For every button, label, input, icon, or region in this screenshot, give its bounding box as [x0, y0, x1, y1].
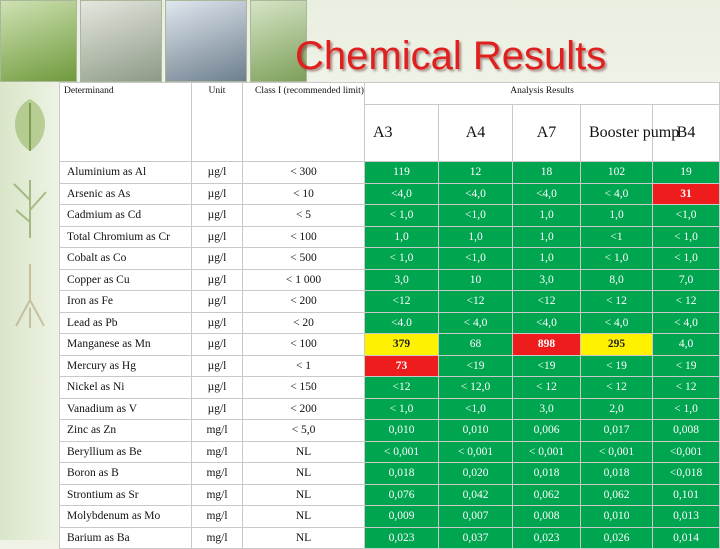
determinand-name: Barium as Ba: [60, 527, 192, 549]
result-cell: <12: [365, 377, 439, 399]
limit-cell: < 150: [243, 377, 365, 399]
table-row: [60, 527, 720, 549]
unit-cell: mg/l: [192, 527, 243, 549]
result-cell: < 0,001: [513, 441, 581, 463]
result-cell: 0,010: [581, 506, 653, 528]
limit-cell: NL: [243, 484, 365, 506]
result-cell: < 0,001: [365, 441, 439, 463]
result-cell: < 4,0: [653, 312, 720, 334]
limit-cell: < 100: [243, 334, 365, 356]
result-cell: < 1,0: [365, 398, 439, 420]
result-cell: 0,014: [653, 527, 720, 549]
unit-cell: mg/l: [192, 420, 243, 442]
header-unit: Unit: [192, 83, 243, 162]
result-cell: 1,0: [365, 226, 439, 248]
determinand-name: Total Chromium as Cr: [60, 226, 192, 248]
plant-icon: [6, 170, 54, 240]
result-cell: <4,0: [365, 183, 439, 205]
result-cell: < 12: [581, 377, 653, 399]
determinand-name: Arsenic as As: [60, 183, 192, 205]
result-cell: <1,0: [653, 205, 720, 227]
limit-cell: < 300: [243, 162, 365, 184]
result-cell: < 1,0: [653, 226, 720, 248]
result-cell: 1,0: [581, 205, 653, 227]
determinand-name: Zinc as Zn: [60, 420, 192, 442]
result-cell: < 4,0: [581, 183, 653, 205]
determinand-name: Boron as B: [60, 463, 192, 485]
unit-cell: µg/l: [192, 226, 243, 248]
result-cell: 0,017: [581, 420, 653, 442]
result-cell: 0,013: [653, 506, 720, 528]
result-cell: 0,008: [653, 420, 720, 442]
determinand-name: Lead as Pb: [60, 312, 192, 334]
table-row: [60, 506, 720, 528]
header-sample-a3: A3: [365, 105, 439, 162]
limit-cell: < 500: [243, 248, 365, 270]
table-row: [60, 248, 720, 270]
result-cell: 0,007: [439, 506, 513, 528]
result-cell: 31: [653, 183, 720, 205]
photo-worker: [165, 0, 247, 82]
table-header-row: [60, 83, 720, 105]
determinand-name: Copper as Cu: [60, 269, 192, 291]
result-cell: 19: [653, 162, 720, 184]
table-row: [60, 463, 720, 485]
result-cell: < 19: [581, 355, 653, 377]
chemical-results-table: [59, 82, 720, 549]
result-cell: 119: [365, 162, 439, 184]
result-cell: 10: [439, 269, 513, 291]
slide-title: Chemical Results: [295, 34, 607, 78]
table-row: [60, 420, 720, 442]
determinand-name: Iron as Fe: [60, 291, 192, 313]
determinand-name: Beryllium as Be: [60, 441, 192, 463]
result-cell: 0,101: [653, 484, 720, 506]
limit-cell: < 10: [243, 183, 365, 205]
table-row: [60, 183, 720, 205]
determinand-name: Vanadium as V: [60, 398, 192, 420]
result-cell: 0,023: [513, 527, 581, 549]
determinand-name: Cobalt as Co: [60, 248, 192, 270]
limit-cell: < 200: [243, 398, 365, 420]
determinand-name: Manganese as Mn: [60, 334, 192, 356]
result-cell: < 4,0: [581, 312, 653, 334]
result-cell: < 0,001: [439, 441, 513, 463]
result-cell: <1: [581, 226, 653, 248]
result-cell: 1,0: [439, 226, 513, 248]
result-cell: < 12,0: [439, 377, 513, 399]
result-cell: 3,0: [365, 269, 439, 291]
result-cell: 68: [439, 334, 513, 356]
result-cell: <4.0: [365, 312, 439, 334]
limit-cell: < 5: [243, 205, 365, 227]
limit-cell: NL: [243, 441, 365, 463]
result-cell: 0,010: [439, 420, 513, 442]
result-cell: 0,018: [365, 463, 439, 485]
result-cell: 8,0: [581, 269, 653, 291]
unit-cell: µg/l: [192, 377, 243, 399]
result-cell: <4,0: [439, 183, 513, 205]
result-cell: <12: [439, 291, 513, 313]
table-row: [60, 269, 720, 291]
result-cell: < 1,0: [365, 205, 439, 227]
unit-cell: µg/l: [192, 334, 243, 356]
table-row: [60, 377, 720, 399]
unit-cell: µg/l: [192, 312, 243, 334]
result-cell: 898: [513, 334, 581, 356]
result-cell: 0,026: [581, 527, 653, 549]
limit-cell: < 200: [243, 291, 365, 313]
determinand-name: Strontium as Sr: [60, 484, 192, 506]
result-cell: <0,001: [653, 441, 720, 463]
result-cell: < 0,001: [581, 441, 653, 463]
header-class-limit: Class I (recommended limit): [243, 83, 365, 162]
limit-cell: < 20: [243, 312, 365, 334]
unit-cell: µg/l: [192, 355, 243, 377]
limit-cell: < 1: [243, 355, 365, 377]
result-cell: <1,0: [439, 398, 513, 420]
header-sample-b4: B4: [653, 105, 720, 162]
unit-cell: µg/l: [192, 291, 243, 313]
result-cell: 0,076: [365, 484, 439, 506]
unit-cell: µg/l: [192, 248, 243, 270]
limit-cell: < 100: [243, 226, 365, 248]
table-row: [60, 162, 720, 184]
table-row: [60, 484, 720, 506]
determinand-name: Aluminium as Al: [60, 162, 192, 184]
result-cell: < 4,0: [439, 312, 513, 334]
unit-cell: mg/l: [192, 463, 243, 485]
header-analysis-results: Analysis Results: [365, 83, 720, 105]
result-cell: < 12: [653, 291, 720, 313]
result-cell: 3,0: [513, 269, 581, 291]
unit-cell: µg/l: [192, 183, 243, 205]
table-row: [60, 334, 720, 356]
result-cell: <1,0: [439, 248, 513, 270]
result-cell: <0,018: [653, 463, 720, 485]
result-cell: 1,0: [513, 205, 581, 227]
result-cell: 0,037: [439, 527, 513, 549]
header-sample-a4: A4: [439, 105, 513, 162]
limit-cell: < 1 000: [243, 269, 365, 291]
result-cell: 1,0: [513, 226, 581, 248]
result-cell: 0,020: [439, 463, 513, 485]
result-cell: <4,0: [513, 312, 581, 334]
result-cell: <12: [513, 291, 581, 313]
result-cell: 0,018: [581, 463, 653, 485]
table-row: [60, 441, 720, 463]
result-cell: < 1,0: [653, 398, 720, 420]
unit-cell: mg/l: [192, 441, 243, 463]
result-cell: < 12: [581, 291, 653, 313]
table-body: [60, 162, 720, 549]
photo-laboratory: [80, 0, 162, 82]
result-cell: 0,023: [365, 527, 439, 549]
result-cell: <4,0: [513, 183, 581, 205]
result-cell: 12: [439, 162, 513, 184]
unit-cell: µg/l: [192, 269, 243, 291]
determinand-name: Mercury as Hg: [60, 355, 192, 377]
determinand-name: Cadmium as Cd: [60, 205, 192, 227]
result-cell: 0,009: [365, 506, 439, 528]
result-cell: 379: [365, 334, 439, 356]
unit-cell: µg/l: [192, 205, 243, 227]
header-sample-a7: A7: [513, 105, 581, 162]
result-cell: 0,006: [513, 420, 581, 442]
result-cell: 0,018: [513, 463, 581, 485]
result-cell: 102: [581, 162, 653, 184]
result-cell: 4,0: [653, 334, 720, 356]
table-row: [60, 226, 720, 248]
result-cell: 73: [365, 355, 439, 377]
result-cell: 7,0: [653, 269, 720, 291]
result-cell: <12: [365, 291, 439, 313]
header-sample-booster-pump: Booster pump: [581, 105, 653, 162]
table-row: [60, 312, 720, 334]
result-cell: < 1,0: [365, 248, 439, 270]
unit-cell: mg/l: [192, 484, 243, 506]
result-cell: < 12: [653, 377, 720, 399]
unit-cell: µg/l: [192, 162, 243, 184]
result-cell: 0,010: [365, 420, 439, 442]
result-cell: < 1,0: [581, 248, 653, 270]
unit-cell: mg/l: [192, 506, 243, 528]
result-cell: <19: [439, 355, 513, 377]
result-cell: < 12: [513, 377, 581, 399]
limit-cell: NL: [243, 463, 365, 485]
result-cell: 0,062: [513, 484, 581, 506]
unit-cell: µg/l: [192, 398, 243, 420]
result-cell: <1,0: [439, 205, 513, 227]
result-cell: 295: [581, 334, 653, 356]
result-cell: 18: [513, 162, 581, 184]
photo-leaves: [0, 0, 77, 82]
result-cell: 1,0: [513, 248, 581, 270]
limit-cell: NL: [243, 527, 365, 549]
result-cell: <19: [513, 355, 581, 377]
result-cell: 0,042: [439, 484, 513, 506]
leaf-icon: [6, 95, 54, 155]
limit-cell: < 5,0: [243, 420, 365, 442]
result-cell: < 19: [653, 355, 720, 377]
header-determinand: Determinand: [60, 83, 192, 162]
result-cell: 3,0: [513, 398, 581, 420]
table-row: [60, 291, 720, 313]
determinand-name: Molybdenum as Mo: [60, 506, 192, 528]
determinand-name: Nickel as Ni: [60, 377, 192, 399]
table-row: [60, 355, 720, 377]
table-row: [60, 205, 720, 227]
result-cell: 0,008: [513, 506, 581, 528]
limit-cell: NL: [243, 506, 365, 528]
root-icon: [6, 260, 54, 330]
result-cell: 2,0: [581, 398, 653, 420]
result-cell: 0,062: [581, 484, 653, 506]
result-cell: < 1,0: [653, 248, 720, 270]
table-row: [60, 398, 720, 420]
